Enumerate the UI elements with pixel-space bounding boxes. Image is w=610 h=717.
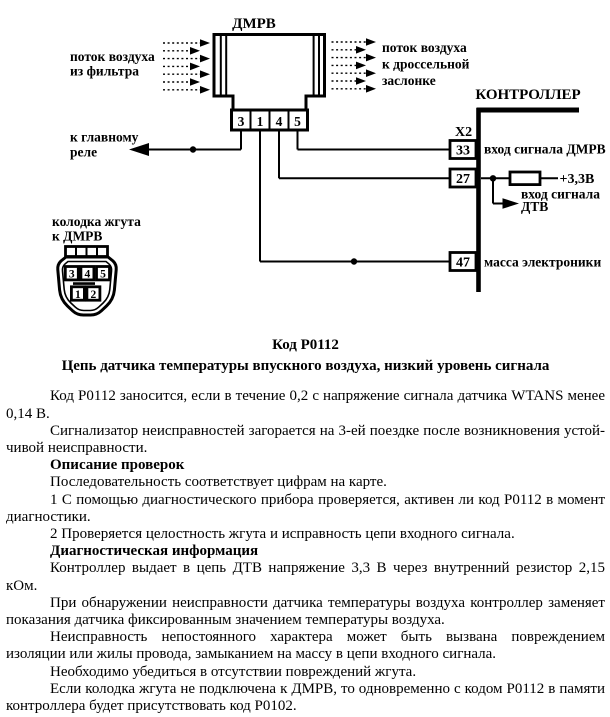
connector-pin-3-label: 3 xyxy=(68,268,75,281)
connector-pin-1-label: 1 xyxy=(75,288,81,301)
airflow-arrows-right xyxy=(332,38,377,92)
section-heading: Диагностическая информация xyxy=(50,543,259,560)
paragraph: При обнаружении неисправности датчика температуры воздуха контроллер заменяет показания датчика фиксированным значением температуры воздуха. xyxy=(6,594,605,629)
junction-dot xyxy=(190,146,196,152)
relay-label-2: реле xyxy=(70,144,98,160)
dtv-signal-label-2: ДТВ xyxy=(521,199,549,214)
pin-27-number: 27 xyxy=(456,172,470,187)
dmrv-label: ДМРВ xyxy=(232,16,276,32)
sensor-pin-5: 5 xyxy=(294,114,301,129)
controller-top-bar xyxy=(477,108,580,113)
page-subtitle: Цепь датчика температуры впускного воздуха, низкий уровень сигнала xyxy=(61,358,550,375)
voltage-label: +3,3В xyxy=(559,172,595,187)
paragraph: Последовательность соответствует цифрам на карте. xyxy=(50,474,387,491)
controller xyxy=(450,87,606,292)
pin-47-label: масса электроники xyxy=(484,254,602,270)
paragraph: Необходимо убедиться в отсутствии повреждений жгута. xyxy=(50,663,417,680)
controller-label: КОНТРОЛЛЕР xyxy=(475,87,581,103)
harness-connector xyxy=(52,214,141,315)
harness-label-2: к ДМРВ xyxy=(52,228,103,244)
connector-pin-4-label: 4 xyxy=(84,268,91,281)
sensor-pin-3: 3 xyxy=(237,114,245,129)
airflow-right-label-2: к дроссельной xyxy=(382,56,470,72)
airflow-left-label-1: поток воздуха xyxy=(70,49,155,64)
paragraph: Контроллер выдает в цепь ДТВ напряжение 3,3 В через внутренний резистор 2,15 кОм. xyxy=(6,560,605,594)
main-relay-wire xyxy=(70,130,241,160)
airflow-arrows-left xyxy=(163,39,210,93)
dmrv-sensor xyxy=(214,16,325,130)
connector-pin-5-label: 5 xyxy=(100,268,106,281)
document-text xyxy=(0,337,610,715)
harness-label-1: колодка жгута xyxy=(52,214,141,229)
dmrv-body xyxy=(214,35,325,111)
relay-label-1: к главному xyxy=(70,129,139,145)
paragraph: 1 С помощью диагностического прибора проверяется, активен ли код P0112 в момент диагностики. xyxy=(6,491,605,525)
paragraph: Неисправность непостоянного характера может быть вызвана повреждением изоляции или жилы провода, замыканием на массу в цепи входного сигнала. xyxy=(6,629,605,663)
paragraph: Сигнализатор неисправностей загорается на 3-ей поездке после возникновения устойчивой неисправности. xyxy=(6,422,605,457)
code-title: Код P0112 xyxy=(272,337,339,353)
dtv-signal-label-1: вход сигнала xyxy=(521,186,600,202)
airflow-right xyxy=(332,38,470,92)
wires xyxy=(260,130,450,265)
airflow-left-label-2: из фильтра xyxy=(70,63,139,79)
connector-pin-2-label: 2 xyxy=(90,288,97,301)
sensor-pin-1: 1 xyxy=(256,114,264,129)
resistor xyxy=(510,172,540,185)
relay-arrow-icon xyxy=(129,143,149,156)
section-heading: Описание проверок xyxy=(50,457,185,474)
paragraph: 2 Проверяется целостность жгута и исправность цепи входного сигнала. xyxy=(50,526,515,543)
connector-x2-label: X2 xyxy=(455,125,473,140)
dtv-arrow-icon xyxy=(503,198,520,209)
paragraph: Код P0112 заносится, если в течение 0,2 с напряжение сигнала датчика WTANS менее 0,14 В. xyxy=(6,388,605,422)
junction-dot xyxy=(351,258,357,264)
wiring-diagram xyxy=(0,0,610,322)
pin-33-label: вход сигнала ДМРВ xyxy=(484,141,606,157)
pin-33-number: 33 xyxy=(456,143,470,159)
airflow-right-label-3: заслонке xyxy=(382,73,436,88)
sensor-pin-4: 4 xyxy=(275,114,283,129)
airflow-left xyxy=(70,39,210,93)
airflow-right-label-1: поток воздуха xyxy=(382,40,467,55)
pin-47-number: 47 xyxy=(456,255,470,271)
paragraph: Если колодка жгута не подключена к ДМРВ, то одновременно с кодом P0112 в памяти контроллера будет присутствовать код P0102. xyxy=(6,680,605,715)
